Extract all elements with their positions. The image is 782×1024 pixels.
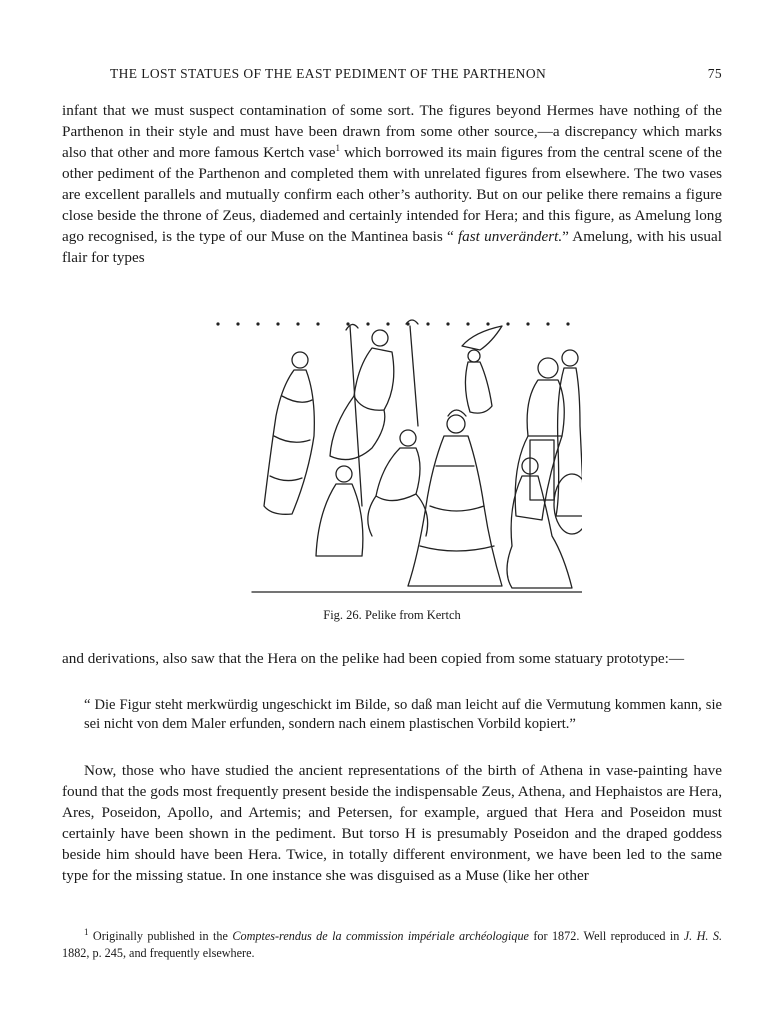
paragraph-3-text: Now, those who have studied the ancient representations of the birth of Athena in vase-painting have found that the gods most frequently present beside the indispensable Zeus, Athena, and Hephaistos are Hera, Ares, Poseidon, Apollo, and Artemis; and Petersen, for example, argued that Hera and Poseidon must certainly have been shown in the pediment. But torso H is presumably Poseidon and the draped goddess beside him should have been Hera. Twice, in totally different environment, we have been led to the same type for the missing statue. In one instance she was disguised as a Muse (like her other [62,762,722,884]
paragraph-1-italic-quote: fast unverändert. [457,228,563,245]
pelike-drawing [212,316,582,598]
running-head-title: THE LOST STATUES OF THE EAST PEDIMENT OF THE PARTHENON [110,66,547,81]
figure-label: Fig. 26. [323,608,362,622]
footnote-reference[interactable]: 1 [335,142,341,153]
paragraph-1-text-c: ” Amelung, with his usual flair for types [62,228,722,266]
footnote-text-b: for 1872. Well reproduced in [528,929,684,943]
paragraph-3 [62,760,722,886]
paragraph-1-text-a: infant that we must suspect contamination of some sort. The figures beyond Hermes have nothing of the Parthenon in their style and must have been drawn from some other source,—a discrepancy which marks also that other and more famous Kertch vase [62,102,722,161]
footnote-publication-title: Comptes-rendus de la commission impériale archéologique [232,929,529,943]
footnote-mark: 1 [84,926,89,937]
footnote-text-c: 1882, p. 245, and frequently elsewhere. [62,946,255,960]
figure-image [212,316,582,598]
footnote-journal: J. H. S. [683,929,722,943]
figure-caption-text: Pelike from Kertch [364,608,461,622]
block-quote [84,696,722,734]
paragraph-2 [62,648,722,669]
footnote [62,928,722,962]
paragraph-2-text: and derivations, also saw that the Hera on the pelike had been copied from some statuary prototype:— [62,650,685,667]
paragraph-1 [62,100,722,268]
paragraph-1-text-b: which borrowed its main figures from the central scene of the other pediment of the Parthenon and completed them with unrelated figures from elsewhere. The two vases are excellent parallels and mutually confirm each other’s authority. But on our pelike there remains a figure close beside the throne of Zeus, diademed and certainly intended for Hera; and this figure, as Amelung long ago recognised, is the type of our Muse on the Mantinea basis “ [62,144,722,245]
footnote-text-a: Originally published in the [88,929,233,943]
block-quote-text: “ Die Figur steht merkwürdig ungeschickt im Bilde, so daß man leicht auf die Vermutung kommen kann, sie sei nicht von dem Maler erfunden, sondern nach einem plastischen Vorbild kopiert.” [84,697,722,732]
page-number: 75 [707,66,722,81]
figure-caption [62,608,722,623]
